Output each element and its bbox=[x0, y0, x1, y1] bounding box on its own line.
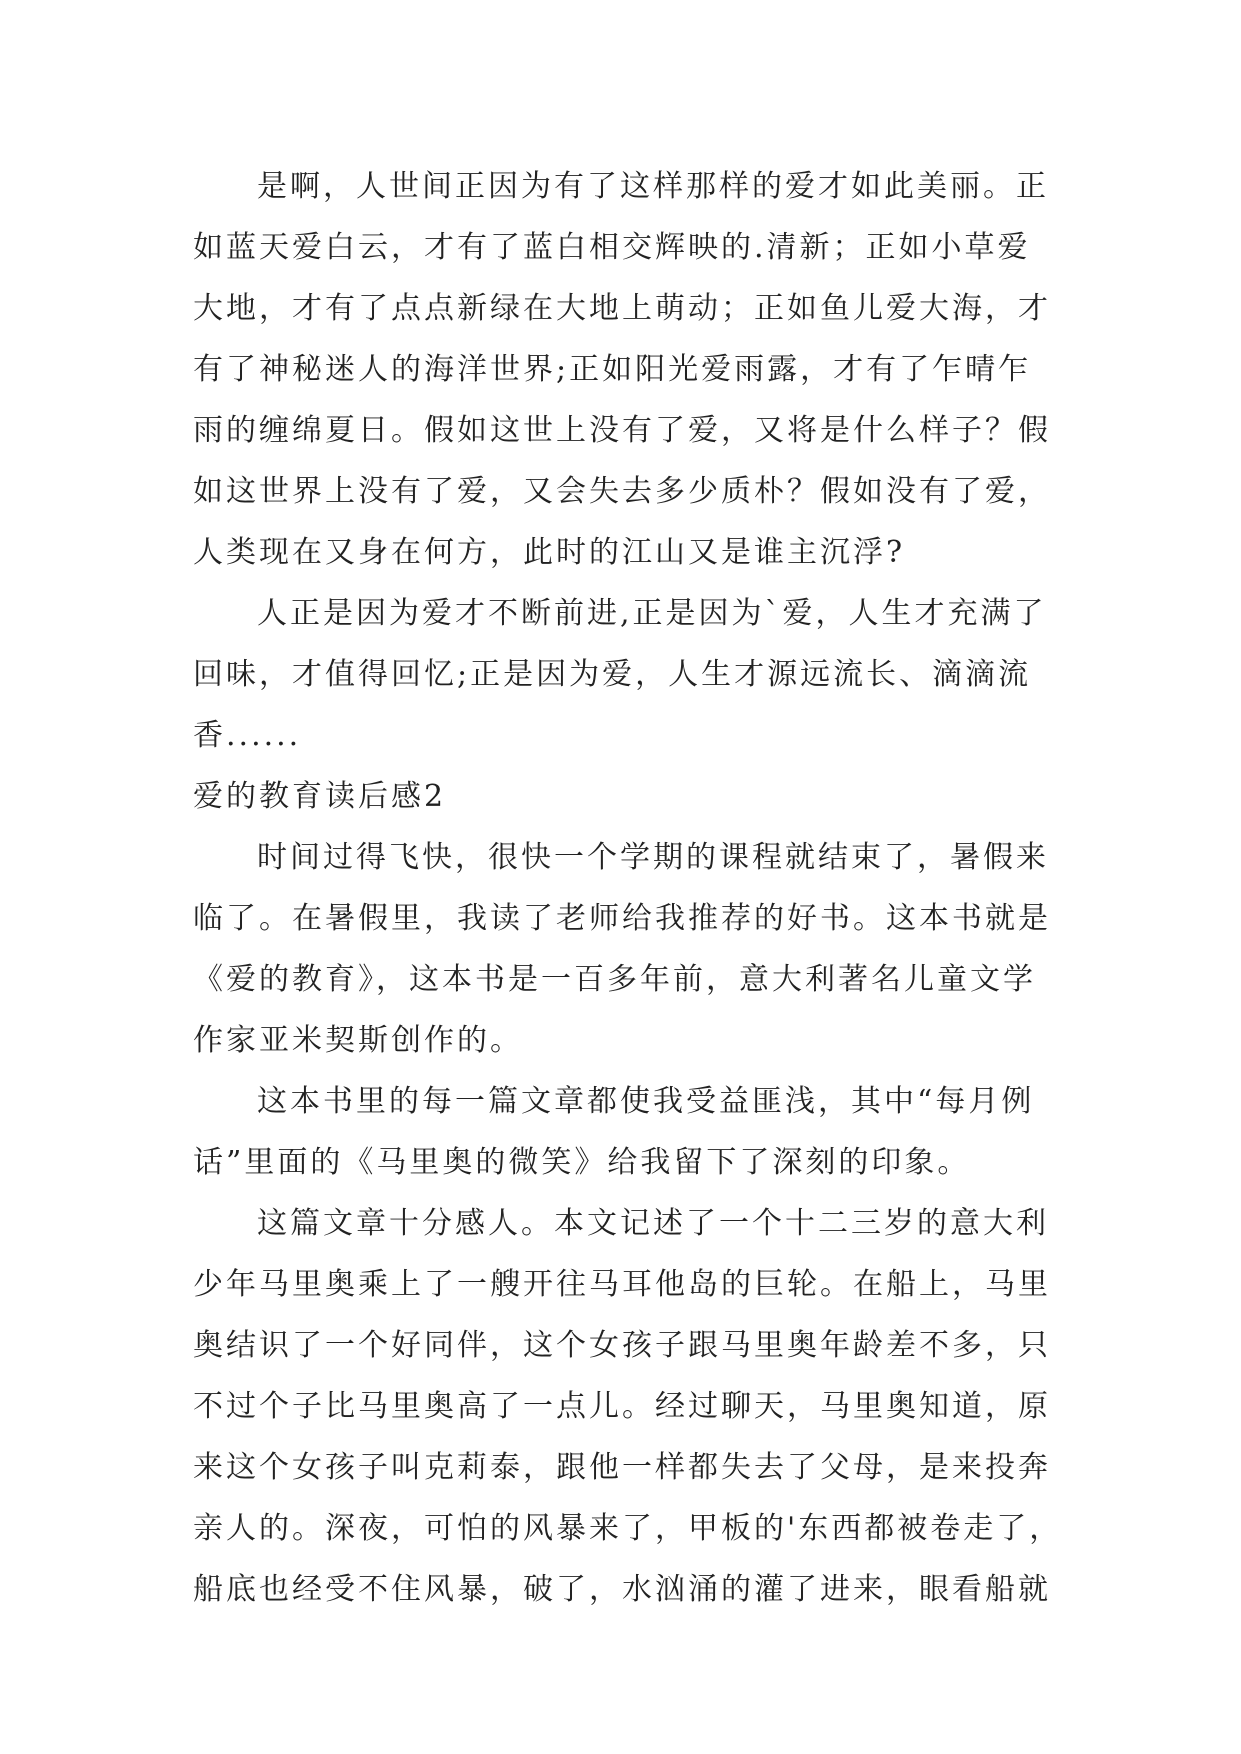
paragraph-line: 人类现在又身在何方，此时的江山又是谁主沉浮? bbox=[193, 535, 906, 570]
section-heading: 爱的教育读后感2 bbox=[193, 779, 447, 814]
paragraph-line: 雨的缠绵夏日。假如这世上没有了爱，又将是什么样子？假 bbox=[193, 413, 1051, 448]
paragraph-line: 少年马里奥乘上了一艘开往马耳他岛的巨轮。在船上，马里 bbox=[193, 1267, 1051, 1302]
paragraph-line: 回味，才值得回忆;正是因为爱，人生才源远流长、滴滴流 bbox=[193, 657, 1032, 692]
paragraph-line: 这篇文章十分感人。本文记述了一个十二三岁的意大利 bbox=[257, 1206, 1049, 1241]
paragraph-line: 来这个女孩子叫克莉泰，跟他一样都失去了父母，是来投奔 bbox=[193, 1450, 1051, 1485]
paragraph-line: 如蓝天爱白云，才有了蓝白相交辉映的.清新；正如小草爱 bbox=[193, 230, 1031, 265]
paragraph-line: 话”里面的《马里奥的微笑》给我留下了深刻的印象。 bbox=[193, 1145, 971, 1180]
paragraph-line: 大地，才有了点点新绿在大地上萌动；正如鱼儿爱大海，才 bbox=[193, 291, 1051, 326]
paragraph-line: 奥结识了一个好同伴，这个女孩子跟马里奥年龄差不多，只 bbox=[193, 1328, 1051, 1363]
paragraph-line: 香...... bbox=[193, 718, 302, 753]
paragraph-line: 作家亚米契斯创作的。 bbox=[193, 1023, 523, 1058]
paragraph-line: 不过个子比马里奥高了一点儿。经过聊天，马里奥知道，原 bbox=[193, 1389, 1051, 1424]
paragraph-line: 人正是因为爱才不断前进,正是因为`爱，人生才充满了 bbox=[257, 596, 1047, 631]
paragraph-line: 有了神秘迷人的海洋世界;正如阳光爱雨露，才有了乍晴乍 bbox=[193, 352, 1032, 387]
paragraph-line: 船底也经受不住风暴，破了，水汹涌的灌了进来，眼看船就 bbox=[193, 1572, 1051, 1607]
paragraph-line: 如这世界上没有了爱，又会失去多少质朴？假如没有了爱， bbox=[193, 474, 1051, 509]
paragraph-line: 时间过得飞快，很快一个学期的课程就结束了，暑假来 bbox=[257, 840, 1049, 875]
paragraph-line: 是啊，人世间正因为有了这样那样的爱才如此美丽。正 bbox=[257, 169, 1049, 204]
paragraph-line: 《爱的教育》，这本书是一百多年前，意大利著名儿童文学 bbox=[193, 962, 1036, 997]
paragraph-line: 这本书里的每一篇文章都使我受益匪浅，其中“每月例 bbox=[257, 1084, 1035, 1119]
paragraph-line: 亲人的。深夜，可怕的风暴来了，甲板的'东西都被卷走了， bbox=[193, 1511, 1063, 1546]
document-body bbox=[193, 156, 1063, 1620]
paragraph-line: 临了。在暑假里，我读了老师给我推荐的好书。这本书就是 bbox=[193, 901, 1051, 936]
